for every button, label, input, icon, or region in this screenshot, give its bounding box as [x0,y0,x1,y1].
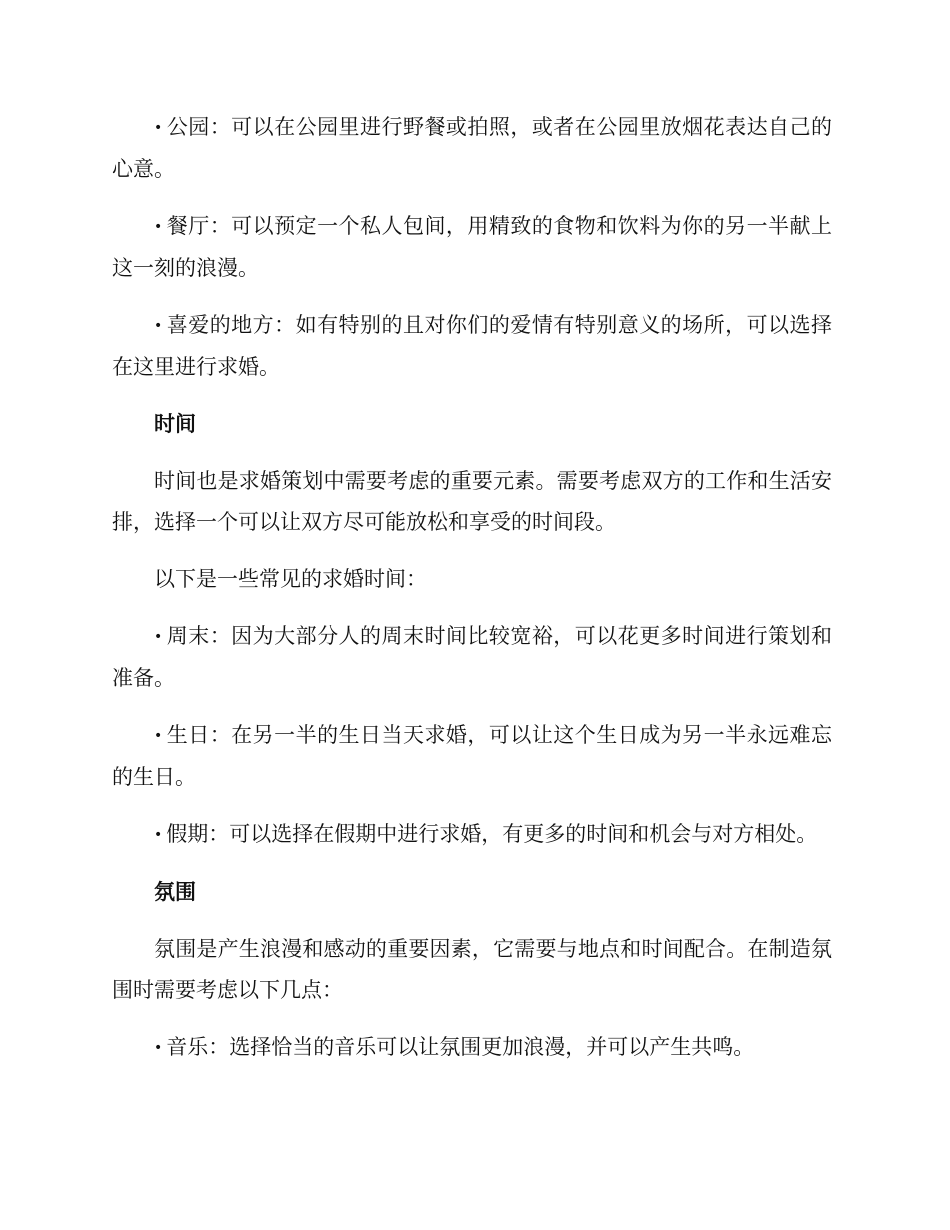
bullet-marker: • [154,827,163,843]
bullet-marker: • [154,1040,163,1056]
bullet-item-restaurant [112,206,832,289]
bullet-item-music [112,1027,832,1069]
section-heading-time: 时间 [154,412,196,436]
bullet-marker: • [154,728,163,744]
bullet-marker: • [154,629,163,645]
bullet-text: 公园：可以在公园里进行野餐或拍照，或者在公园里放烟花表达自己的心意。 [112,115,832,181]
bullet-item-favorite-place [112,305,832,388]
paragraph-atmosphere-intro: 氛围是产生浪漫和感动的重要因素，它需要与地点和时间配合。在制造氛围时需要考虑以下几点： [112,937,832,1002]
document-body [112,107,832,1085]
bullet-marker: • [154,120,163,136]
bullet-text: 音乐：选择恰当的音乐可以让氛围更加浪漫，并可以产生共鸣。 [166,1035,755,1059]
bullet-text: 假期：可以选择在假期中进行求婚，有更多的时间和机会与对方相处。 [166,822,818,846]
section-heading-atmosphere: 氛围 [154,880,196,904]
bullet-item-park [112,107,832,190]
paragraph-time-list-intro: 以下是一些常见的求婚时间： [154,567,427,591]
bullet-text: 生日：在另一半的生日当天求婚，可以让这个生日成为另一半永远难忘的生日。 [112,723,832,789]
bullet-item-holiday [112,814,832,856]
bullet-marker: • [154,318,163,334]
bullet-text: 喜爱的地方：如有特别的且对你们的爱情有特别意义的场所，可以选择在这里进行求婚。 [112,313,832,379]
bullet-marker: • [154,219,163,235]
paragraph-time-intro: 时间也是求婚策划中需要考虑的重要元素。需要考虑双方的工作和生活安排，选择一个可以让双方尽可能放松和享受的时间段。 [112,469,832,534]
bullet-item-weekend [112,616,832,699]
bullet-text: 周末：因为大部分人的周末时间比较宽裕，可以花更多时间进行策划和准备。 [112,624,832,690]
bullet-item-birthday [112,715,832,798]
bullet-text: 餐厅：可以预定一个私人包间，用精致的食物和饮料为你的另一半献上这一刻的浪漫。 [112,214,832,280]
